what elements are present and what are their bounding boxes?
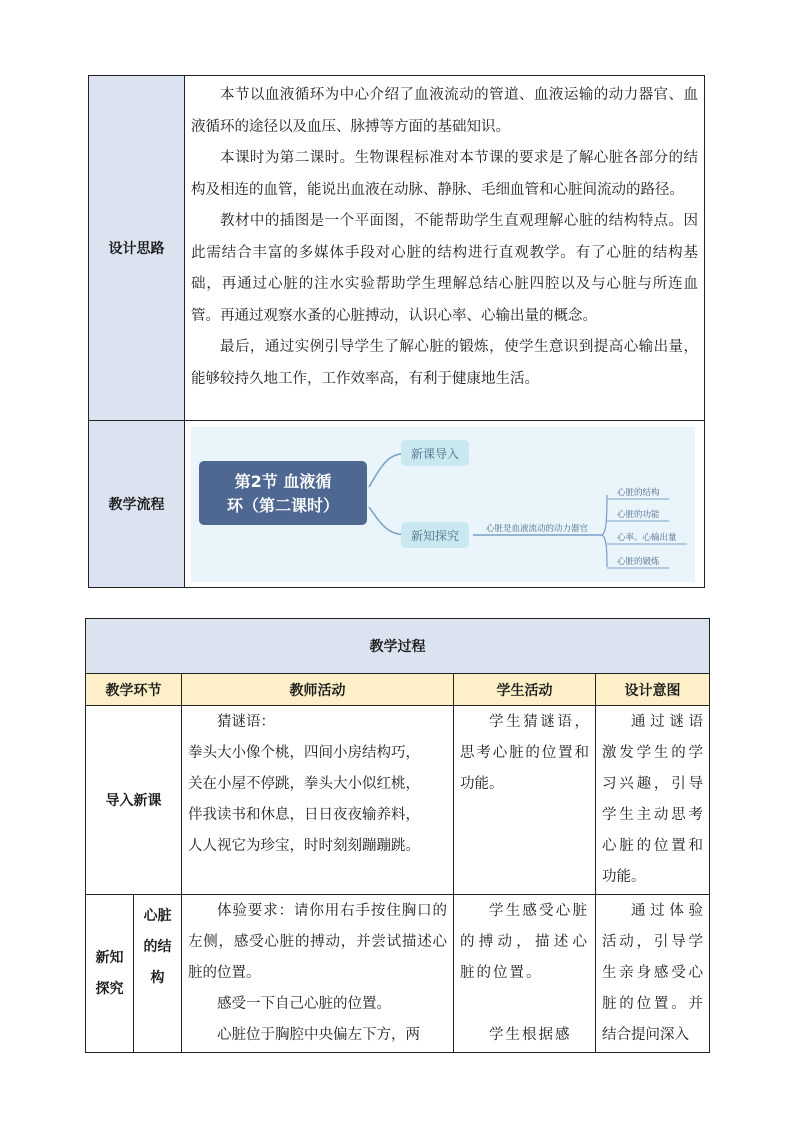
row1-teacher <box>182 706 454 895</box>
row1-intent <box>596 706 710 895</box>
row1-teacher-intro: 猜谜语： <box>217 714 275 730</box>
flow-root-line1: 第2节 血液循 <box>234 472 332 491</box>
row1-student <box>454 706 596 895</box>
leaves-bracket-lower <box>601 535 607 567</box>
flow-leaf-2: 心脏的功能 <box>617 510 660 520</box>
design-paragraph-4: 最后，通过实例引导学生了解心脏的锻炼，使学生意识到提高心输出量，能够较持久地工作，工作效率高，有利于健康地生活。 <box>191 339 698 387</box>
header-stage: 教学环节 <box>86 674 182 706</box>
flow-root-line2: 环（第二课时） <box>226 496 340 515</box>
design-label: 设计思路 <box>89 76 185 421</box>
flow-leaf-3: 心率、心输出量 <box>617 533 677 543</box>
row2-student-p1: 学生感受心脏的搏动，描述心脏的位置。 <box>460 903 589 981</box>
row1-teacher-line-4: 人人视它为珍宝，时时刻刻蹦蹦跳。 <box>188 838 420 854</box>
row2-student <box>454 895 596 1053</box>
row2-intent <box>596 895 710 1053</box>
design-paragraph-3: 教材中的插图是一个平面图，不能帮助学生直观理解心脏的结构特点。因此需结合丰富的多媒体手段对心脏的结构进行直观教学。有了心脏的结构基础，再通过心脏的注水实验帮助学生理解总结心脏四腔以及与心脏与所连血管。再通过观察水蚤的心脏搏动，认识心率、心输出量的概念。 <box>191 213 698 324</box>
row1-stage: 导入新课 <box>86 706 182 895</box>
flow-cell <box>185 421 705 588</box>
flow-root-node <box>199 461 367 525</box>
flow-branch2-note: 心脏是血液流动的动力器官 <box>485 524 589 534</box>
leaves-bracket <box>601 495 607 535</box>
row1-teacher-line-3: 伴我读书和休息，日日夜夜输养料， <box>188 807 420 823</box>
flow-leaf-1: 心脏的结构 <box>617 488 660 498</box>
row2-teacher-p2: 感受一下自己心脏的位置。 <box>217 996 391 1012</box>
flow-leaf-4: 心脏的锻炼 <box>617 557 660 567</box>
row2-intent-text: 通过体验活动，引导学生亲身感受心脏的位置。并结合提问深入 <box>602 903 704 1043</box>
flow-label: 教学流程 <box>89 421 185 588</box>
row2-stage-text: 新知探究 <box>95 949 124 997</box>
row1-teacher-line-2: 关在小屋不停跳，拳头大小似红桃， <box>188 776 420 792</box>
row2-stage <box>86 895 134 1053</box>
process-title: 教学过程 <box>86 619 710 674</box>
design-table <box>88 75 705 588</box>
row2-teacher <box>182 895 454 1053</box>
flow-branch1-label: 新课导入 <box>410 447 460 461</box>
flow-branch2-label: 新知探究 <box>410 529 460 543</box>
header-teacher: 教师活动 <box>182 674 454 706</box>
flow-diagram <box>191 427 695 582</box>
header-student: 学生活动 <box>454 674 596 706</box>
process-table <box>85 618 710 1053</box>
row1-intent-text: 通过谜语激发学生的学习兴趣，引导学生主动思考心脏的位置和功能。 <box>602 714 704 885</box>
design-paragraph-1: 本节以血液循环为中心介绍了血液流动的管道、血液运输的动力器官、血液循环的途径以及血压、脉搏等方面的基础知识。 <box>191 87 698 135</box>
row2-sub-stage <box>134 895 182 1053</box>
row2-teacher-p1: 体验要求：请你用右手按住胸口的左侧，感受心脏的搏动，并尝试描述心脏的位置。 <box>188 903 447 981</box>
row2-sub-stage-text: 心脏的结构 <box>143 908 172 986</box>
design-paragraph-2: 本课时为第二课时。生物课程标准对本节课的要求是了解心脏各部分的结构及相连的血管，能说出血液在动脉、静脉、毛细血管和心脏间流动的路径。 <box>191 150 698 198</box>
header-intent: 设计意图 <box>596 674 710 706</box>
row1-teacher-line-1: 拳头大小像个桃，四间小房结构巧， <box>188 745 420 761</box>
row1-student-text: 学生猜谜语，思考心脏的位置和功能。 <box>460 714 589 792</box>
design-text <box>185 76 705 421</box>
row2-student-p2: 学生根据感 <box>489 1027 572 1043</box>
row2-teacher-p3: 心脏位于胸腔中央偏左下方，两 <box>217 1027 420 1043</box>
